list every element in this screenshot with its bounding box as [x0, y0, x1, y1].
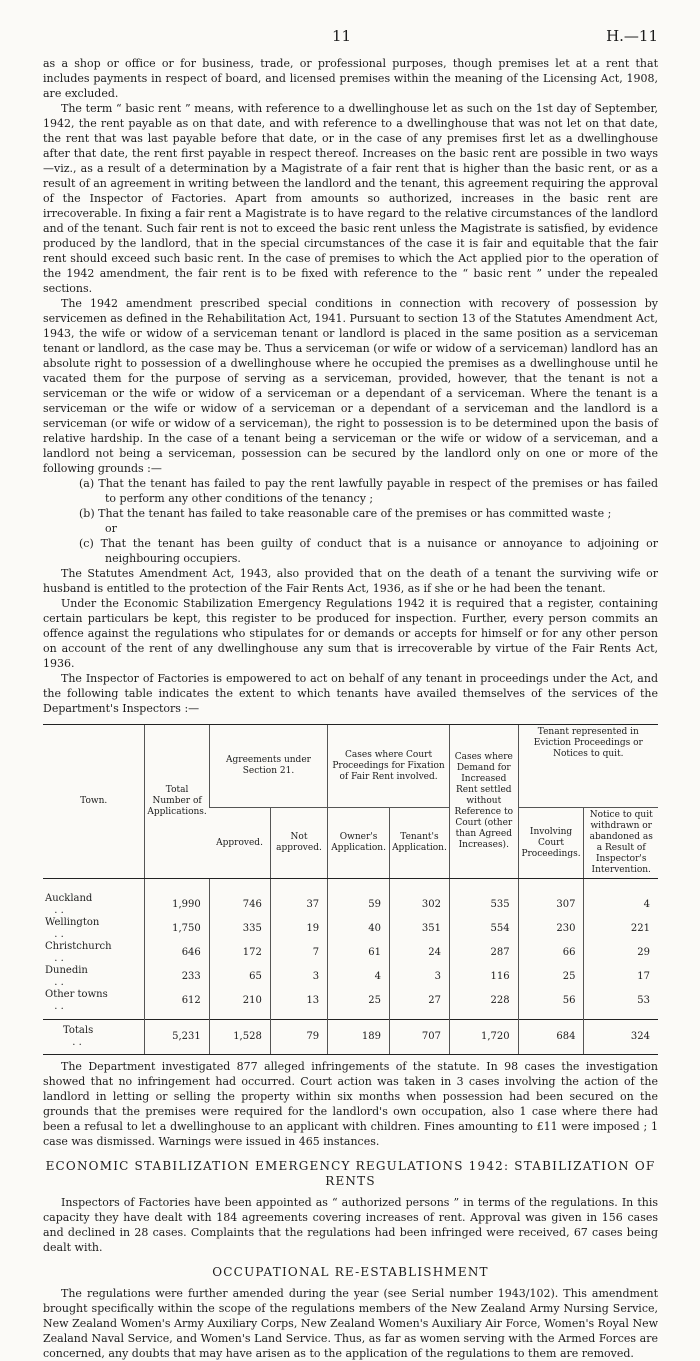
document-reference: H.—11 — [606, 27, 658, 45]
table-row — [43, 965, 658, 989]
cell-owners: 61 — [328, 941, 390, 965]
cell-town — [43, 941, 145, 965]
header-town: Town. — [43, 725, 145, 879]
header-agreements: Agreements under Section 21. — [209, 725, 327, 808]
cell-involving: 66 — [518, 941, 584, 965]
leader-dots: . . — [54, 953, 64, 964]
header-tenants: Tenant's Application. — [389, 808, 449, 879]
total-tenants: 707 — [389, 1020, 449, 1055]
cell-town — [43, 965, 145, 989]
cell-town — [43, 879, 145, 918]
cell-approved: 172 — [209, 941, 270, 965]
table-row — [43, 989, 658, 1020]
cell-owners: 25 — [328, 989, 390, 1020]
table-row — [43, 879, 658, 918]
header-involving: Involving Court Proceedings. — [518, 808, 584, 879]
cell-demand: 287 — [449, 941, 518, 965]
cell-not-approved: 7 — [270, 941, 327, 965]
list-item-c: (c) That the tenant has been guilty of conduct that is a nuisance or annoyance to adjoining or neighbouring occupiers. — [79, 537, 658, 565]
cell-town — [43, 989, 145, 1020]
cell-approved: 335 — [209, 917, 270, 941]
town-name: Wellington — [45, 917, 100, 928]
heading-stabilization: ECONOMIC STABILIZATION EMERGENCY REGULATIONS 1942: STABILIZATION OF RENTS — [45, 1159, 656, 1188]
paragraph-register: Under the Economic Stabilization Emergency Regulations 1942 it is required that a register, containing certain particulars be kept, this register to be produced for inspection. Further, every person commits an offence against the regulations who stipulates for or demands or accepts for himself or for any other person on account of the rent of any dwellinghouse any sum that is irrecoverable by virtue of the Fair Rents Act, 1936. — [43, 597, 658, 670]
header-court: Cases where Court Proceedings for Fixation of Fair Rent involved. — [328, 725, 450, 808]
cell-not-approved: 19 — [270, 917, 327, 941]
leader-dots: . . — [54, 929, 64, 940]
leader-dots: . . — [54, 1001, 64, 1012]
cell-owners: 59 — [328, 879, 390, 918]
paragraph-authorized-persons: Inspectors of Factories have been appointed as “ authorized persons ” in terms of the regulations. In this capacity they have dealt with 184 agreements covering increases of rent. Approval was given in 156 cases and declined in 28 cases. Complaints that the regulations had been infringed were received, 67 cases being dealt with. — [43, 1196, 658, 1254]
town-name: Auckland — [45, 893, 93, 904]
cell-involving: 230 — [518, 917, 584, 941]
header-not-approved: Not approved. — [270, 808, 327, 879]
paragraph-infringements: The Department investigated 877 alleged infringements of the statute. In 98 cases the investigation showed that no infringement had occurred. Court action was taken in 3 cases involving the action of the landlord in letting or selling the property within six months when possession had been secured on the grounds that the premises were required for the landlord's own occupation, also 1 case where there had been a refusal to let a dwellinghouse to an applicant with children. Fines amounting to £11 were imposed ; 1 case was dismissed. Warnings were issued in 465 instances. — [43, 1060, 658, 1148]
cell-total: 646 — [145, 941, 209, 965]
header-total: Total Number of Applications. — [145, 725, 209, 879]
paragraph-inspector: The Inspector of Factories is empowered to act on behalf of any tenant in proceedings under the Act, and the following table indicates the extent to which tenants have availed themselves of the services of the Department's Inspectors :— — [43, 672, 658, 715]
header-notice: Notice to quit withdrawn or abandoned as a Result of Inspector's Intervention. — [584, 808, 658, 879]
cell-demand: 554 — [449, 917, 518, 941]
totals-label: Totals — [63, 1025, 94, 1036]
total-approved: 1,528 — [209, 1020, 270, 1055]
cell-totals-label — [43, 1020, 145, 1055]
page-header — [0, 27, 700, 47]
cell-approved: 210 — [209, 989, 270, 1020]
cell-notice: 17 — [584, 965, 658, 989]
cell-total: 1,750 — [145, 917, 209, 941]
town-name: Christchurch — [45, 941, 112, 952]
cell-approved: 65 — [209, 965, 270, 989]
cell-tenants: 302 — [389, 879, 449, 918]
list-item-b: (b) That the tenant has failed to take reasonable care of the premises or has committed waste ; — [79, 507, 612, 520]
cell-tenants: 351 — [389, 917, 449, 941]
cell-demand: 228 — [449, 989, 518, 1020]
cell-not-approved: 37 — [270, 879, 327, 918]
total-total: 5,231 — [145, 1020, 209, 1055]
header-owners: Owner's Application. — [328, 808, 390, 879]
cell-notice: 29 — [584, 941, 658, 965]
leader-dots: . . — [54, 905, 64, 916]
cell-owners: 4 — [328, 965, 390, 989]
leader-dots: . . — [54, 977, 64, 988]
document-body — [43, 56, 658, 1361]
cell-tenants: 3 — [389, 965, 449, 989]
table-row — [43, 917, 658, 941]
cell-involving: 56 — [518, 989, 584, 1020]
cell-notice: 221 — [584, 917, 658, 941]
total-demand: 1,720 — [449, 1020, 518, 1055]
cell-notice: 4 — [584, 879, 658, 918]
paragraph-basic-rent: The term “ basic rent ” means, with reference to a dwellinghouse let as such on the 1st day of September, 1942, the rent payable as on that date, and with reference to a dwellinghouse that was not let on that date, the rent that was last payable before that date, or in the case of any premises first let as a dwellinghouse after that date, the rent first payable in respect thereof. Increases on the basic rent are possible in two ways—viz., as a result of a determination by a Magistrate of a fair rent that is higher than the basic rent, or as a result of an agreement in writing between the landlord and the tenant, this agreement requiring the approval of the Inspector of Factories. Apart from amounts so authorized, increases in the basic rent are irrecoverable. In fixing a fair rent a Magistrate is to have regard to the relative circumstances of the landlord and of the tenant. Such fair rent is not to exceed the basic rent unless the Magistrate is satisfied, by evidence produced by the landlord, that in the special circumstances of the case it is fair and equitable that the fair rent should exceed such basic rent. In the case of premises to which the Act applied pior to the operation of the 1942 amendment, the fair rent is to be fixed with reference to the “ basic rent ” under the repealed sections. — [43, 102, 658, 295]
cell-total: 233 — [145, 965, 209, 989]
paragraph-servicemen: The 1942 amendment prescribed special conditions in connection with recovery of possession by servicemen as defined in the Rehabilitation Act, 1941. Pursuant to section 13 of the Statutes Amendment Act, 1943, the wife or widow of a serviceman tenant or landlord is placed in the same position as a serviceman tenant or landlord, as the case may be. Thus a serviceman (or wife or widow of a serviceman) landlord has an absolute right to possession of a dwellinghouse where he occupied the premises as a dwellinghouse until he vacated them for the purpose of serving as a serviceman, provided, however, that the tenant is not a serviceman or the wife or widow of a serviceman or a dependant of a serviceman. Where the tenant is a serviceman or the wife or widow of a serviceman or a dependant of a serviceman and the landlord is a serviceman (or wife or widow of a serviceman), the right to possession is to be determined upon the basis of relative hardship. In the case of a tenant being a serviceman or the wife or widow of a serviceman, and a landlord not being a serviceman, possession can be secured by the landlord only on one or more of the following grounds :— — [43, 297, 658, 475]
paragraph-continued: as a shop or office or for business, trade, or professional purposes, though premises let at a rent that includes payments in respect of board, and licensed premises within the meaning of the Licensing Act, 1908, are excluded. — [43, 57, 658, 100]
cell-tenants: 27 — [389, 989, 449, 1020]
paragraph-regulations-amended: The regulations were further amended during the year (see Serial number 1943/102). This amendment brought specifically within the scope of the regulations members of the New Zealand Army Nursing Service, New Zealand Women's Army Auxiliary Corps, New Zealand Women's Auxiliary Air Force, Women's Royal New Zealand Naval Service, and Women's Land Service. Thus, as far as women serving with the Armed Forces are concerned, any doubts that may have arisen as to the application of the regulations to them are removed. — [43, 1287, 658, 1360]
cell-demand: 535 — [449, 879, 518, 918]
totals-row — [43, 1020, 658, 1055]
cell-tenants: 24 — [389, 941, 449, 965]
cell-notice: 53 — [584, 989, 658, 1020]
cell-not-approved: 13 — [270, 989, 327, 1020]
town-name: Other towns — [45, 989, 108, 1000]
total-notice: 324 — [584, 1020, 658, 1055]
cell-total: 1,990 — [145, 879, 209, 918]
total-owners: 189 — [328, 1020, 390, 1055]
header-eviction: Tenant represented in Eviction Proceedings or Notices to quit. — [518, 725, 658, 808]
cell-owners: 40 — [328, 917, 390, 941]
cell-not-approved: 3 — [270, 965, 327, 989]
page-number: 11 — [332, 27, 352, 45]
cell-town — [43, 917, 145, 941]
tenancy-table — [43, 724, 658, 1055]
header-demand: Cases where Demand for Increased Rent settled without Reference to Court (other than Agreed Increases). — [449, 725, 518, 879]
leader-dots: . . — [72, 1037, 82, 1048]
total-not-approved: 79 — [270, 1020, 327, 1055]
cell-total: 612 — [145, 989, 209, 1020]
paragraph-statutes-amendment: The Statutes Amendment Act, 1943, also provided that on the death of a tenant the surviving wife or husband is entitled to the protection of the Fair Rents Act, 1936, as if she or he had been the tenant. — [43, 567, 658, 595]
total-involving: 684 — [518, 1020, 584, 1055]
cell-involving: 25 — [518, 965, 584, 989]
cell-involving: 307 — [518, 879, 584, 918]
cell-approved: 746 — [209, 879, 270, 918]
cell-demand: 116 — [449, 965, 518, 989]
list-item-a: (a) That the tenant has failed to pay the rent lawfully payable in respect of the premises or has failed to perform any other conditions of the tenancy ; — [79, 477, 658, 505]
list-or: or — [105, 522, 117, 535]
header-approved: Approved. — [209, 808, 270, 879]
heading-occupational: OCCUPATIONAL RE-ESTABLISHMENT — [212, 1265, 489, 1279]
table-row — [43, 941, 658, 965]
town-name: Dunedin — [45, 965, 88, 976]
